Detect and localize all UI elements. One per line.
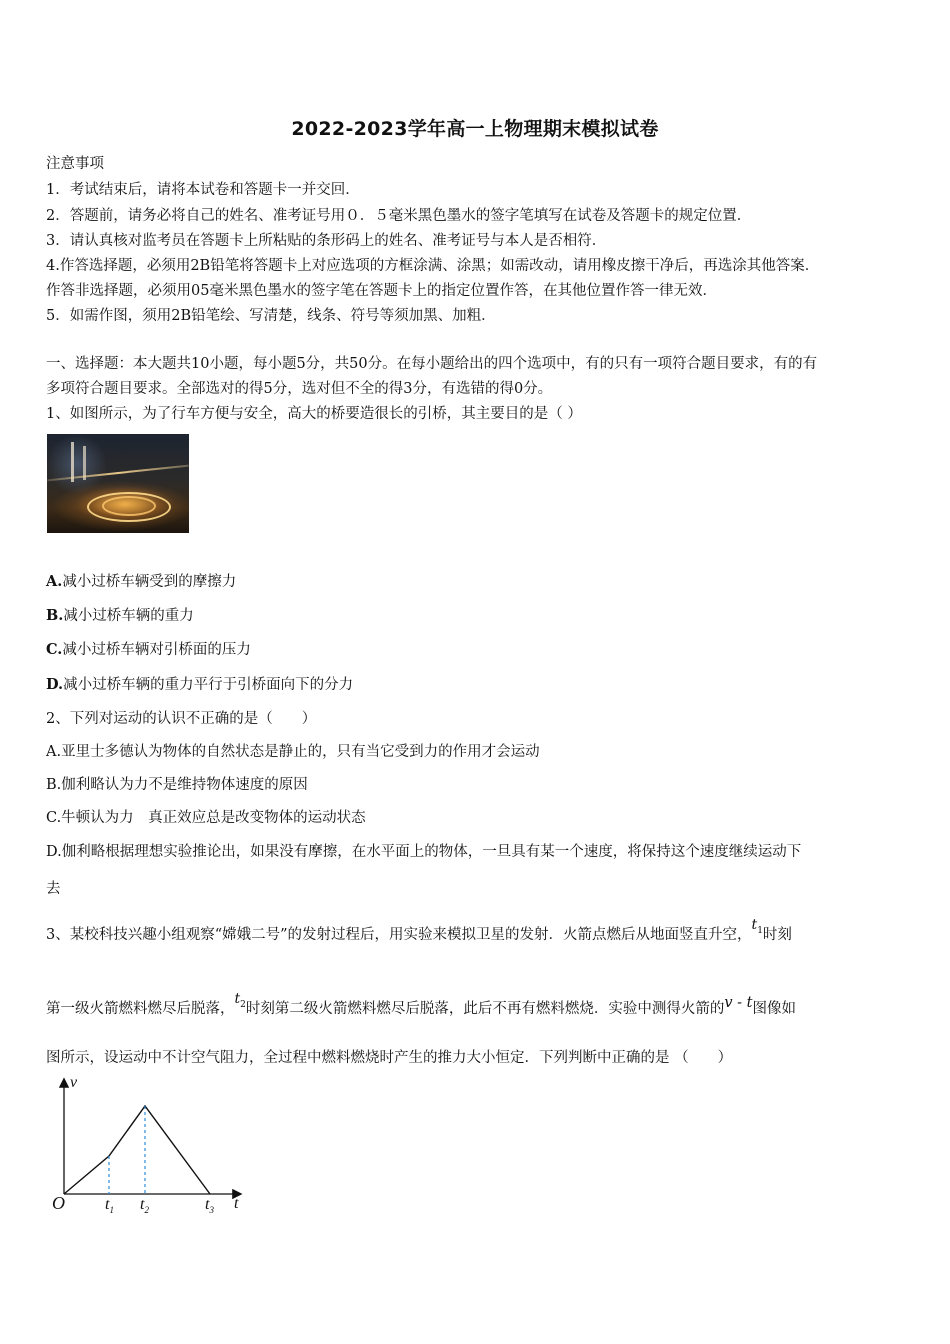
q1-option-d: D.减小过桥车辆的重力平行于引桥面向下的分力 <box>46 676 354 693</box>
q2-option-c: C.牛顿认为力 真正效应总是改变物体的运动状态 <box>46 810 366 826</box>
q2-stem: 2、下列对运动的认识不正确的是（ ） <box>46 711 317 727</box>
q1-option-b: B.减小过桥车辆的重力 <box>46 607 194 624</box>
q3-line3: 图所示，设运动中不计空气阻力，全过程中燃料燃烧时产生的推力大小恒定．下列判断中正确的是 （ ） <box>46 1050 733 1066</box>
notice-item-2: 2．答题前，请务必将自己的姓名、准考证号用０．５毫米黑色墨水的签字笔填写在试卷及答题卡的规定位置． <box>46 208 752 224</box>
notice-item-4b: 作答非选择题，必须用05毫米黑色墨水的签字笔在答题卡上的指定位置作答，在其他位置作答一律无效． <box>46 283 717 299</box>
q3-line1: 3、某校科技兴趣小组观察“嫦娥二号”的发射过程后，用实验来模拟卫星的发射．火箭点燃后从地面竖直升空，$t_1$时刻 <box>46 917 792 943</box>
v-axis-label: v <box>70 1074 78 1091</box>
page-title: 2022-2023学年高一上物理期末模拟试卷 <box>291 118 659 140</box>
q3-line2: 第一级火箭燃料燃尽后脱落，$t_2$时刻第二级火箭燃料燃尽后脱落，此后不再有燃料燃烧．实验中测得火箭的v - t图像如 <box>46 991 797 1017</box>
t2-label: $t_2$ <box>140 1196 149 1216</box>
vt-curve <box>64 1106 210 1194</box>
notice-item-3: 3．请认真核对监考员在答题卡上所粘贴的条形码上的姓名、准考证号与本人是否相符． <box>46 233 607 249</box>
bridge-photo <box>47 434 189 533</box>
q2-option-d-cont: 去 <box>46 881 61 897</box>
q1-stem: 1、如图所示，为了行车方便与安全，高大的桥要造很长的引桥，其主要目的是（ ） <box>46 406 582 422</box>
origin-label: O <box>52 1193 65 1213</box>
q2-option-d: D.伽利略根据理想实验推论出，如果没有摩擦，在水平面上的物体，一旦具有某一个速度，将保持这个速度继续运动下 <box>46 844 802 860</box>
q1-option-c: C.减小过桥车辆对引桥面的压力 <box>46 641 251 658</box>
t3-label: $t_3$ <box>205 1196 214 1216</box>
t-axis-label: t <box>234 1195 239 1212</box>
notice-item-5: 5．如需作图，须用2B铅笔绘、写清楚，线条、符号等须加黑、加粗． <box>46 308 496 324</box>
q2-option-b: B.伽利略认为力不是维持物体速度的原因 <box>46 777 308 793</box>
vt-graph <box>44 1072 254 1222</box>
notice-heading: 注意事项 <box>46 156 104 172</box>
notice-item-1: 1．考试结束后，请将本试卷和答题卡一并交回． <box>46 182 360 198</box>
notice-item-4: 4.作答选择题，必须用2B铅笔将答题卡上对应选项的方框涂满、涂黑；如需改动，请用橡皮擦干净后，再选涂其他答案． <box>46 258 820 274</box>
q1-option-a: A.减小过桥车辆受到的摩擦力 <box>46 573 237 590</box>
q2-option-a: A.亚里士多德认为物体的自然状态是静止的，只有当它受到力的作用才会运动 <box>46 744 540 760</box>
section-intro-line2: 多项符合题目要求。全部选对的得5分，选对但不全的得3分，有选错的得0分。 <box>46 381 553 397</box>
section-intro-line1: 一、选择题：本大题共10小题，每小题5分，共50分。在每小题给出的四个选项中，有的只有一项符合题目要求，有的有 <box>46 356 818 372</box>
t1-label: $t_1$ <box>105 1196 114 1216</box>
